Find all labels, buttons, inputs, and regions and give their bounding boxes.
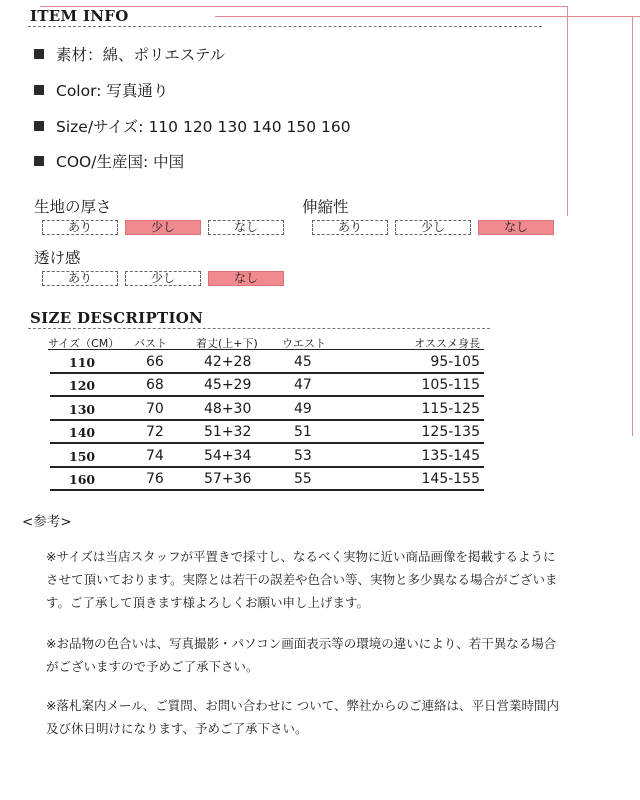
frame-line-vertical-outer xyxy=(632,16,633,436)
table-row xyxy=(50,374,484,398)
note-color-difference: ※お品物の色合いは、写真撮影・パソコン画面表示等の環境の違いにより、若干異なる場合がございますので予めご了承下さい。 xyxy=(46,636,557,674)
cell-length: 57+36 xyxy=(204,471,252,487)
cell-height: 135-145 xyxy=(421,447,480,464)
sheer-options xyxy=(42,271,284,286)
col-size: サイズ（CM） xyxy=(48,336,120,350)
square-bullet-icon xyxy=(34,156,44,166)
cell-length: 48+30 xyxy=(204,400,252,417)
cell-size: 120 xyxy=(69,378,96,393)
stretch-options xyxy=(312,220,554,235)
thickness-option-no: なし xyxy=(208,220,284,235)
frame-line-vertical-inner xyxy=(567,6,568,216)
cell-height: 95-105 xyxy=(430,353,480,370)
size-description-rule xyxy=(28,328,490,329)
cell-size: 150 xyxy=(69,448,96,464)
cell-bust: 70 xyxy=(146,400,164,417)
thickness-options xyxy=(42,220,284,235)
cell-size: 110 xyxy=(69,354,96,370)
info-coo-text: COO/生産国: 中国 xyxy=(56,153,185,171)
cell-waist: 51 xyxy=(294,424,312,440)
size-description-title: SIZE DESCRIPTION xyxy=(30,309,204,327)
thickness-option-yes: あり xyxy=(42,220,118,235)
info-row-size xyxy=(34,115,351,137)
table-row xyxy=(50,421,484,445)
table-row xyxy=(50,444,484,468)
info-row-coo xyxy=(34,150,184,172)
table-row xyxy=(50,468,484,492)
info-material-text: 素材：綿、ポリエステル xyxy=(56,46,226,64)
sheer-option-yes: あり xyxy=(42,271,118,286)
cell-length: 45+29 xyxy=(204,377,252,393)
cell-size: 140 xyxy=(69,425,96,440)
cell-length: 51+32 xyxy=(204,424,252,440)
square-bullet-icon xyxy=(34,49,44,59)
col-length: 着丈(上+下) xyxy=(196,336,258,350)
cell-waist: 53 xyxy=(294,447,312,464)
cell-bust: 66 xyxy=(146,353,164,370)
cell-waist: 47 xyxy=(294,377,312,393)
cell-length: 42+28 xyxy=(204,353,252,370)
col-height: オススメ身長 xyxy=(414,336,480,350)
cell-waist: 49 xyxy=(294,400,312,417)
square-bullet-icon xyxy=(34,121,44,131)
cell-bust: 72 xyxy=(146,424,164,440)
cell-bust: 76 xyxy=(146,471,164,487)
stretch-option-no: なし xyxy=(478,220,554,235)
cell-size: 130 xyxy=(69,401,96,417)
item-info-title: ITEM INFO xyxy=(30,7,129,25)
sheer-option-no: なし xyxy=(208,271,284,286)
square-bullet-icon xyxy=(34,85,44,95)
cell-bust: 68 xyxy=(146,377,164,393)
cell-height: 145-155 xyxy=(421,471,480,487)
frame-line-top-outer xyxy=(215,16,640,17)
info-row-color xyxy=(34,79,168,101)
info-size-text: Size/サイズ: 110 120 130 140 150 160 xyxy=(56,118,351,136)
table-row xyxy=(50,350,484,374)
note-contact-hours: ※落札案内メール、ご質問、お問い合わせに ついて、弊社からのご連絡は、平日営業時間内及び休日明けになります、予めご了承下さい。 xyxy=(46,698,559,736)
info-color-text: Color: 写真通り xyxy=(56,82,169,100)
size-table-header xyxy=(48,336,484,350)
sheer-option-slight: 少し xyxy=(125,271,201,286)
cell-bust: 74 xyxy=(146,447,164,464)
info-row-material xyxy=(34,43,225,65)
thickness-label: 生地の厚さ xyxy=(34,198,112,216)
cell-height: 105-115 xyxy=(421,377,480,393)
stretch-option-yes: あり xyxy=(312,220,388,235)
stretch-option-slight: 少し xyxy=(395,220,471,235)
sheer-label: 透け感 xyxy=(34,249,81,267)
reference-label: <参考> xyxy=(22,514,72,530)
cell-waist: 45 xyxy=(294,353,312,370)
stretch-label: 伸縮性 xyxy=(302,198,349,216)
thickness-option-slight: 少し xyxy=(125,220,201,235)
cell-size: 160 xyxy=(69,472,96,487)
note-size-measurement: ※サイズは当店スタッフが平置きで採寸し、なるべく実物に近い商品画像を掲載するようにさせて頂いております。実際とは若干の誤差や色合い等、実物と多少異なる場合がございます。ご了承して頂きます様よろしくお願い申し上げます。 xyxy=(46,549,558,610)
table-row xyxy=(50,397,484,421)
cell-height: 115-125 xyxy=(421,400,480,417)
item-info-rule xyxy=(28,26,542,27)
col-bust: バスト xyxy=(134,336,167,350)
cell-height: 125-135 xyxy=(421,424,480,440)
cell-length: 54+34 xyxy=(204,447,252,464)
cell-waist: 55 xyxy=(294,471,312,487)
size-table xyxy=(48,336,484,491)
col-waist: ウエスト xyxy=(282,336,326,350)
